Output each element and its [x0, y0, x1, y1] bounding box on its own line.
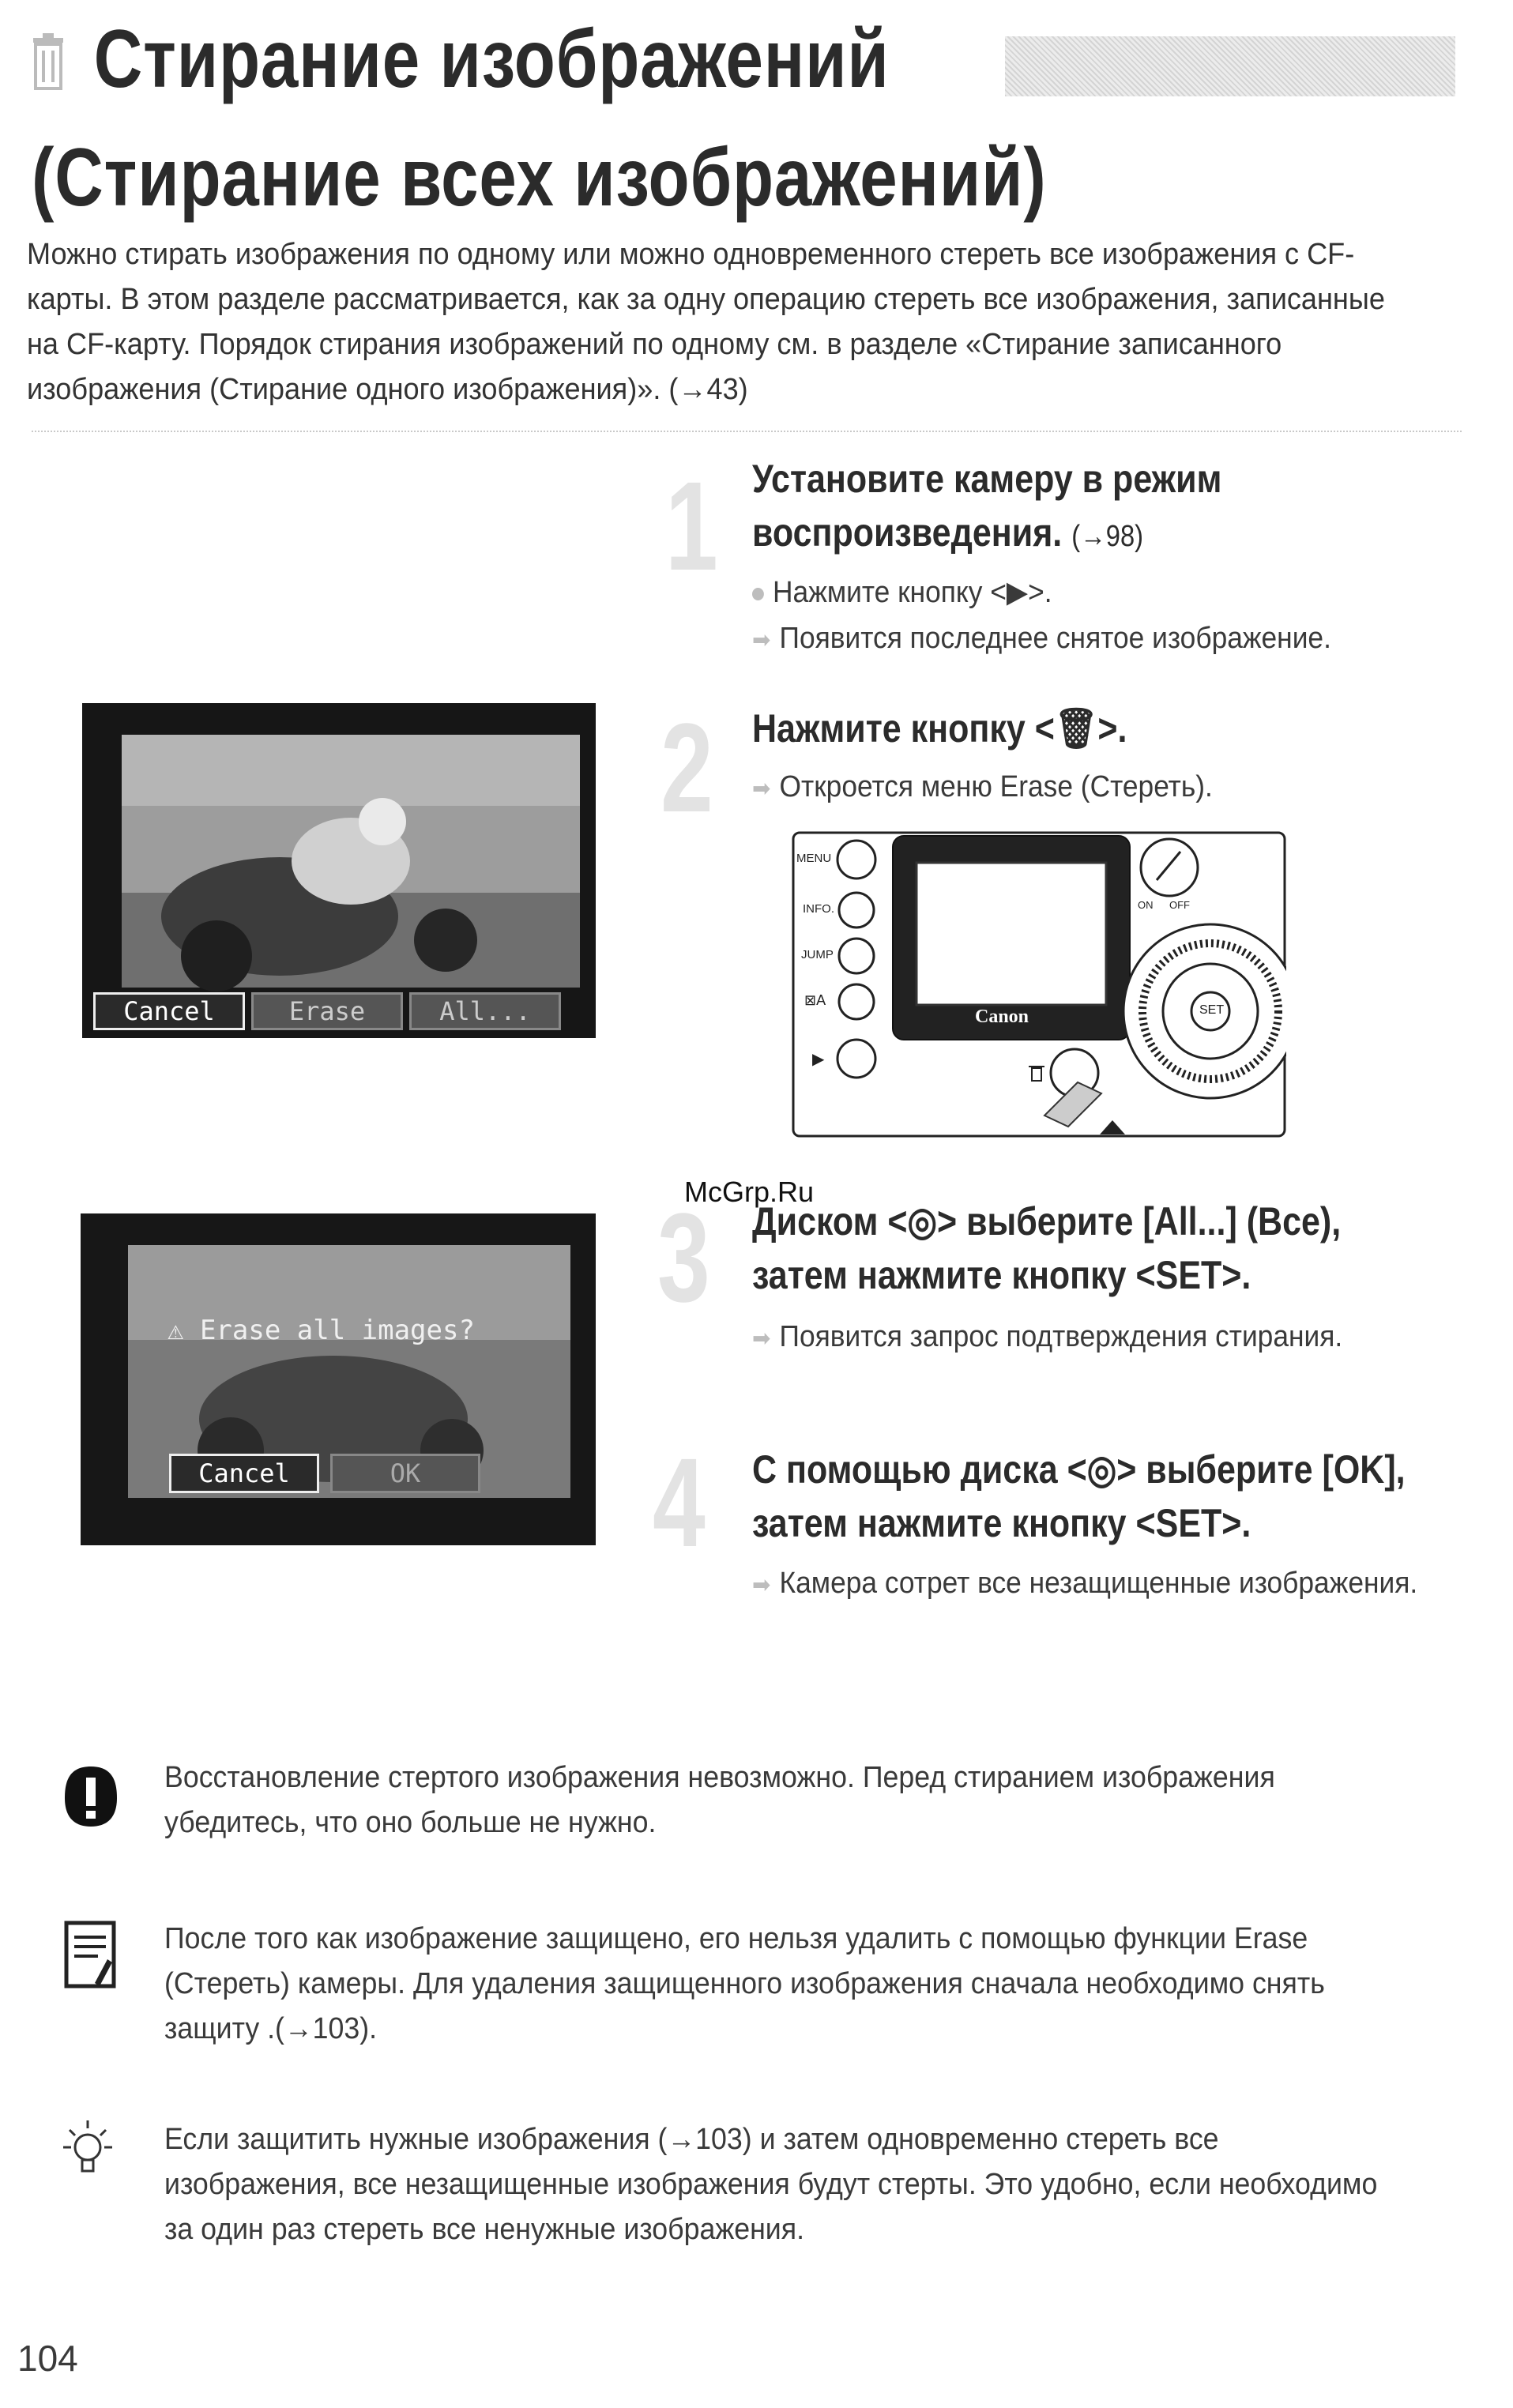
- step-1-bullet-1: Нажмите кнопку <▶>.: [752, 570, 1052, 615]
- note-caution-text: Восстановление стертого изображения невозможно. Перед стиранием изображения убедитесь, что оно больше не нужно.: [164, 1761, 1275, 1839]
- erase-button[interactable]: Erase: [251, 992, 403, 1030]
- all-button[interactable]: All...: [409, 992, 561, 1030]
- step-2-number: 2: [661, 697, 713, 838]
- step-1-ref: (→98): [1071, 520, 1143, 553]
- step-4-title: [752, 1443, 1406, 1550]
- camera-set-label: SET: [1199, 1003, 1225, 1017]
- page-title-line1: Стирание изображений: [93, 13, 890, 105]
- step-3-title: [752, 1195, 1341, 1302]
- bullet-arrow-icon: ➡: [752, 776, 771, 802]
- intro-paragraph: Можно стирать изображения по одному или можно одновременного стереть все изображения с CF-карты. В этом разделе рассматривается, как за одну операцию стереть все изображения, записанные на CF-карту. Порядок стирания изображений по одному см. в разделе «Стирание записанного изображения (Стирание одного изображения)». (→43): [27, 238, 1385, 406]
- step-3-bullet-1: ➡ Появится запрос подтверждения стирания.: [752, 1315, 1342, 1361]
- bullet-arrow-icon: ➡: [752, 627, 771, 653]
- warning-icon: ⚠: [167, 1315, 200, 1346]
- step-4-number: 4: [653, 1432, 706, 1573]
- step-2-title: Нажмите кнопку <🗑>.: [752, 706, 1127, 751]
- tip-bulb-icon: [52, 2117, 107, 2180]
- step-1-title-line1: Установите камеру в режим: [752, 457, 1222, 501]
- camera-back-diagram: [792, 831, 1286, 1138]
- step-4-bullet-1: ➡ Камера сотрет все незащищенные изображения.: [752, 1561, 1417, 1608]
- page-number: 104: [17, 2338, 78, 2379]
- step-3-number: 3: [657, 1187, 710, 1328]
- camera-jump-label: JUMP: [801, 948, 834, 961]
- memo-icon: [63, 1920, 119, 1983]
- step-4-title-line2: затем нажмите кнопку <SET>.: [752, 1501, 1251, 1545]
- section-divider: [32, 431, 1462, 432]
- camera-menu-label: MENU: [796, 852, 832, 865]
- step-2-bullet-1: ➡ Откроется меню Erase (Стереть).: [752, 765, 1213, 811]
- page-title: [32, 0, 1047, 237]
- camera-index-label: ⊠A: [804, 992, 826, 1008]
- camera-info-label: INFO.: [803, 902, 834, 916]
- confirm-menu-bar: [169, 1454, 480, 1493]
- step-1-title-line2: воспроизведения.: [752, 510, 1063, 555]
- bullet-arrow-icon: ➡: [752, 1326, 771, 1352]
- note-memo-text: После того как изображение защищено, его нельзя удалить с помощью функции Erase (Стереть) камеры. Для удаления защищенного изображения сначала необходимо снять защиту .(→103).: [164, 1922, 1325, 2045]
- camera-off-label: OFF: [1169, 899, 1190, 911]
- confirm-prompt: ⚠ Erase all images?: [167, 1315, 475, 1346]
- title-decor-bar: [1005, 36, 1455, 96]
- step-3-title-line2: затем нажмите кнопку <SET>.: [752, 1253, 1251, 1297]
- bullet-arrow-icon: ➡: [752, 1572, 771, 1598]
- page-title-line2: (Стирание всех изображений): [32, 132, 1047, 224]
- lcd-menu-bar: [93, 992, 561, 1030]
- step-1-bullet-2: ➡ Появится последнее снятое изображение.: [752, 616, 1331, 663]
- step-1-number: 1: [665, 455, 718, 596]
- lcd-erase-menu: [82, 703, 596, 1038]
- camera-on-label: ON: [1138, 899, 1154, 911]
- step-4-title-line1: С помощью диска <◎> выберите [OK],: [752, 1447, 1406, 1492]
- cancel-button[interactable]: Cancel: [93, 992, 245, 1030]
- step-3-title-line1: Диском <◎> выберите [All...] (Все),: [752, 1199, 1342, 1244]
- step-1-title: [752, 452, 1221, 563]
- lcd-erase-confirm: [81, 1213, 596, 1545]
- note-tip-text: Если защитить нужные изображения (→103) и затем одновременно стереть все изображения, все незащищенные изображения будут стерты. Это удобно, если необходимо за один раз стереть все ненужные изображения.: [164, 2123, 1378, 2246]
- camera-play-label: ▶: [812, 1051, 825, 1068]
- watermark: McGrp.Ru: [684, 1176, 815, 1208]
- confirm-cancel-button[interactable]: Cancel: [169, 1454, 319, 1493]
- caution-icon: [63, 1765, 119, 1828]
- camera-brand-logo: Canon: [975, 1006, 1029, 1027]
- confirm-ok-button[interactable]: OK: [330, 1454, 480, 1493]
- bullet-dot-icon: [752, 588, 764, 600]
